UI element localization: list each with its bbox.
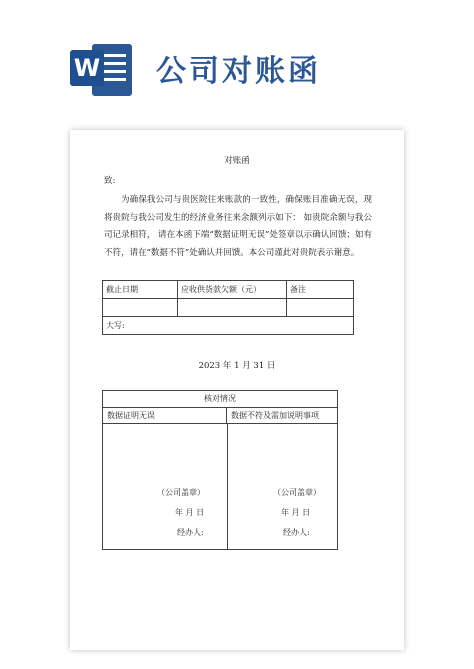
document-title: 对账函 — [224, 156, 250, 166]
right-agent-label: 经办人: — [283, 528, 310, 537]
header-receivable-amount: 应收供货款欠额（元） — [178, 281, 287, 299]
table-row — [103, 299, 354, 317]
salutation: 致: — [104, 176, 116, 186]
header-data-correct: 数据证明无误 — [103, 407, 227, 424]
column-divider — [227, 424, 228, 549]
letter-date: 2023 年 1 月 31 日 — [198, 361, 276, 371]
header-data-mismatch: 数据不符及需加说明事项 — [227, 407, 337, 424]
header — [0, 0, 474, 120]
left-stamp-label: （公司盖章） — [157, 488, 205, 497]
body-paragraph: 为确保我公司与贵医院往来账款的一致性，确保账目准确无误，现将贵院与我公司发生的经济业务往来余额列示如下： 如贵院余额与我公司记录相符， 请在本函下端“数据证明无误”处签章以示确认回馈；如有不符，请在“数据不符”处确认并回馈。本公司谨此对贵院表示谢意。 — [104, 195, 372, 258]
capital-row — [103, 317, 354, 335]
left-date-fields: 年 月 日 — [175, 508, 205, 517]
right-date-fields: 年 月 日 — [281, 508, 311, 517]
cell-receivable-amount — [178, 299, 287, 317]
cell-cutoff-date — [103, 299, 178, 317]
balance-table — [102, 280, 354, 335]
document-page — [70, 130, 404, 650]
verification-title: 核对情况 — [103, 391, 337, 408]
capital-label: 大写: — [103, 317, 354, 335]
word-document-icon — [66, 38, 136, 100]
page-title: 公司对账函 — [156, 54, 321, 89]
left-agent-label: 经办人: — [177, 528, 204, 537]
header-remarks: 备注 — [287, 281, 354, 299]
right-stamp-label: （公司盖章） — [273, 488, 321, 497]
header-cutoff-date: 截止日期 — [103, 281, 178, 299]
verification-table — [102, 390, 338, 550]
cell-remarks — [287, 299, 354, 317]
table-header-row — [103, 281, 354, 299]
word-badge: W — [70, 50, 104, 86]
